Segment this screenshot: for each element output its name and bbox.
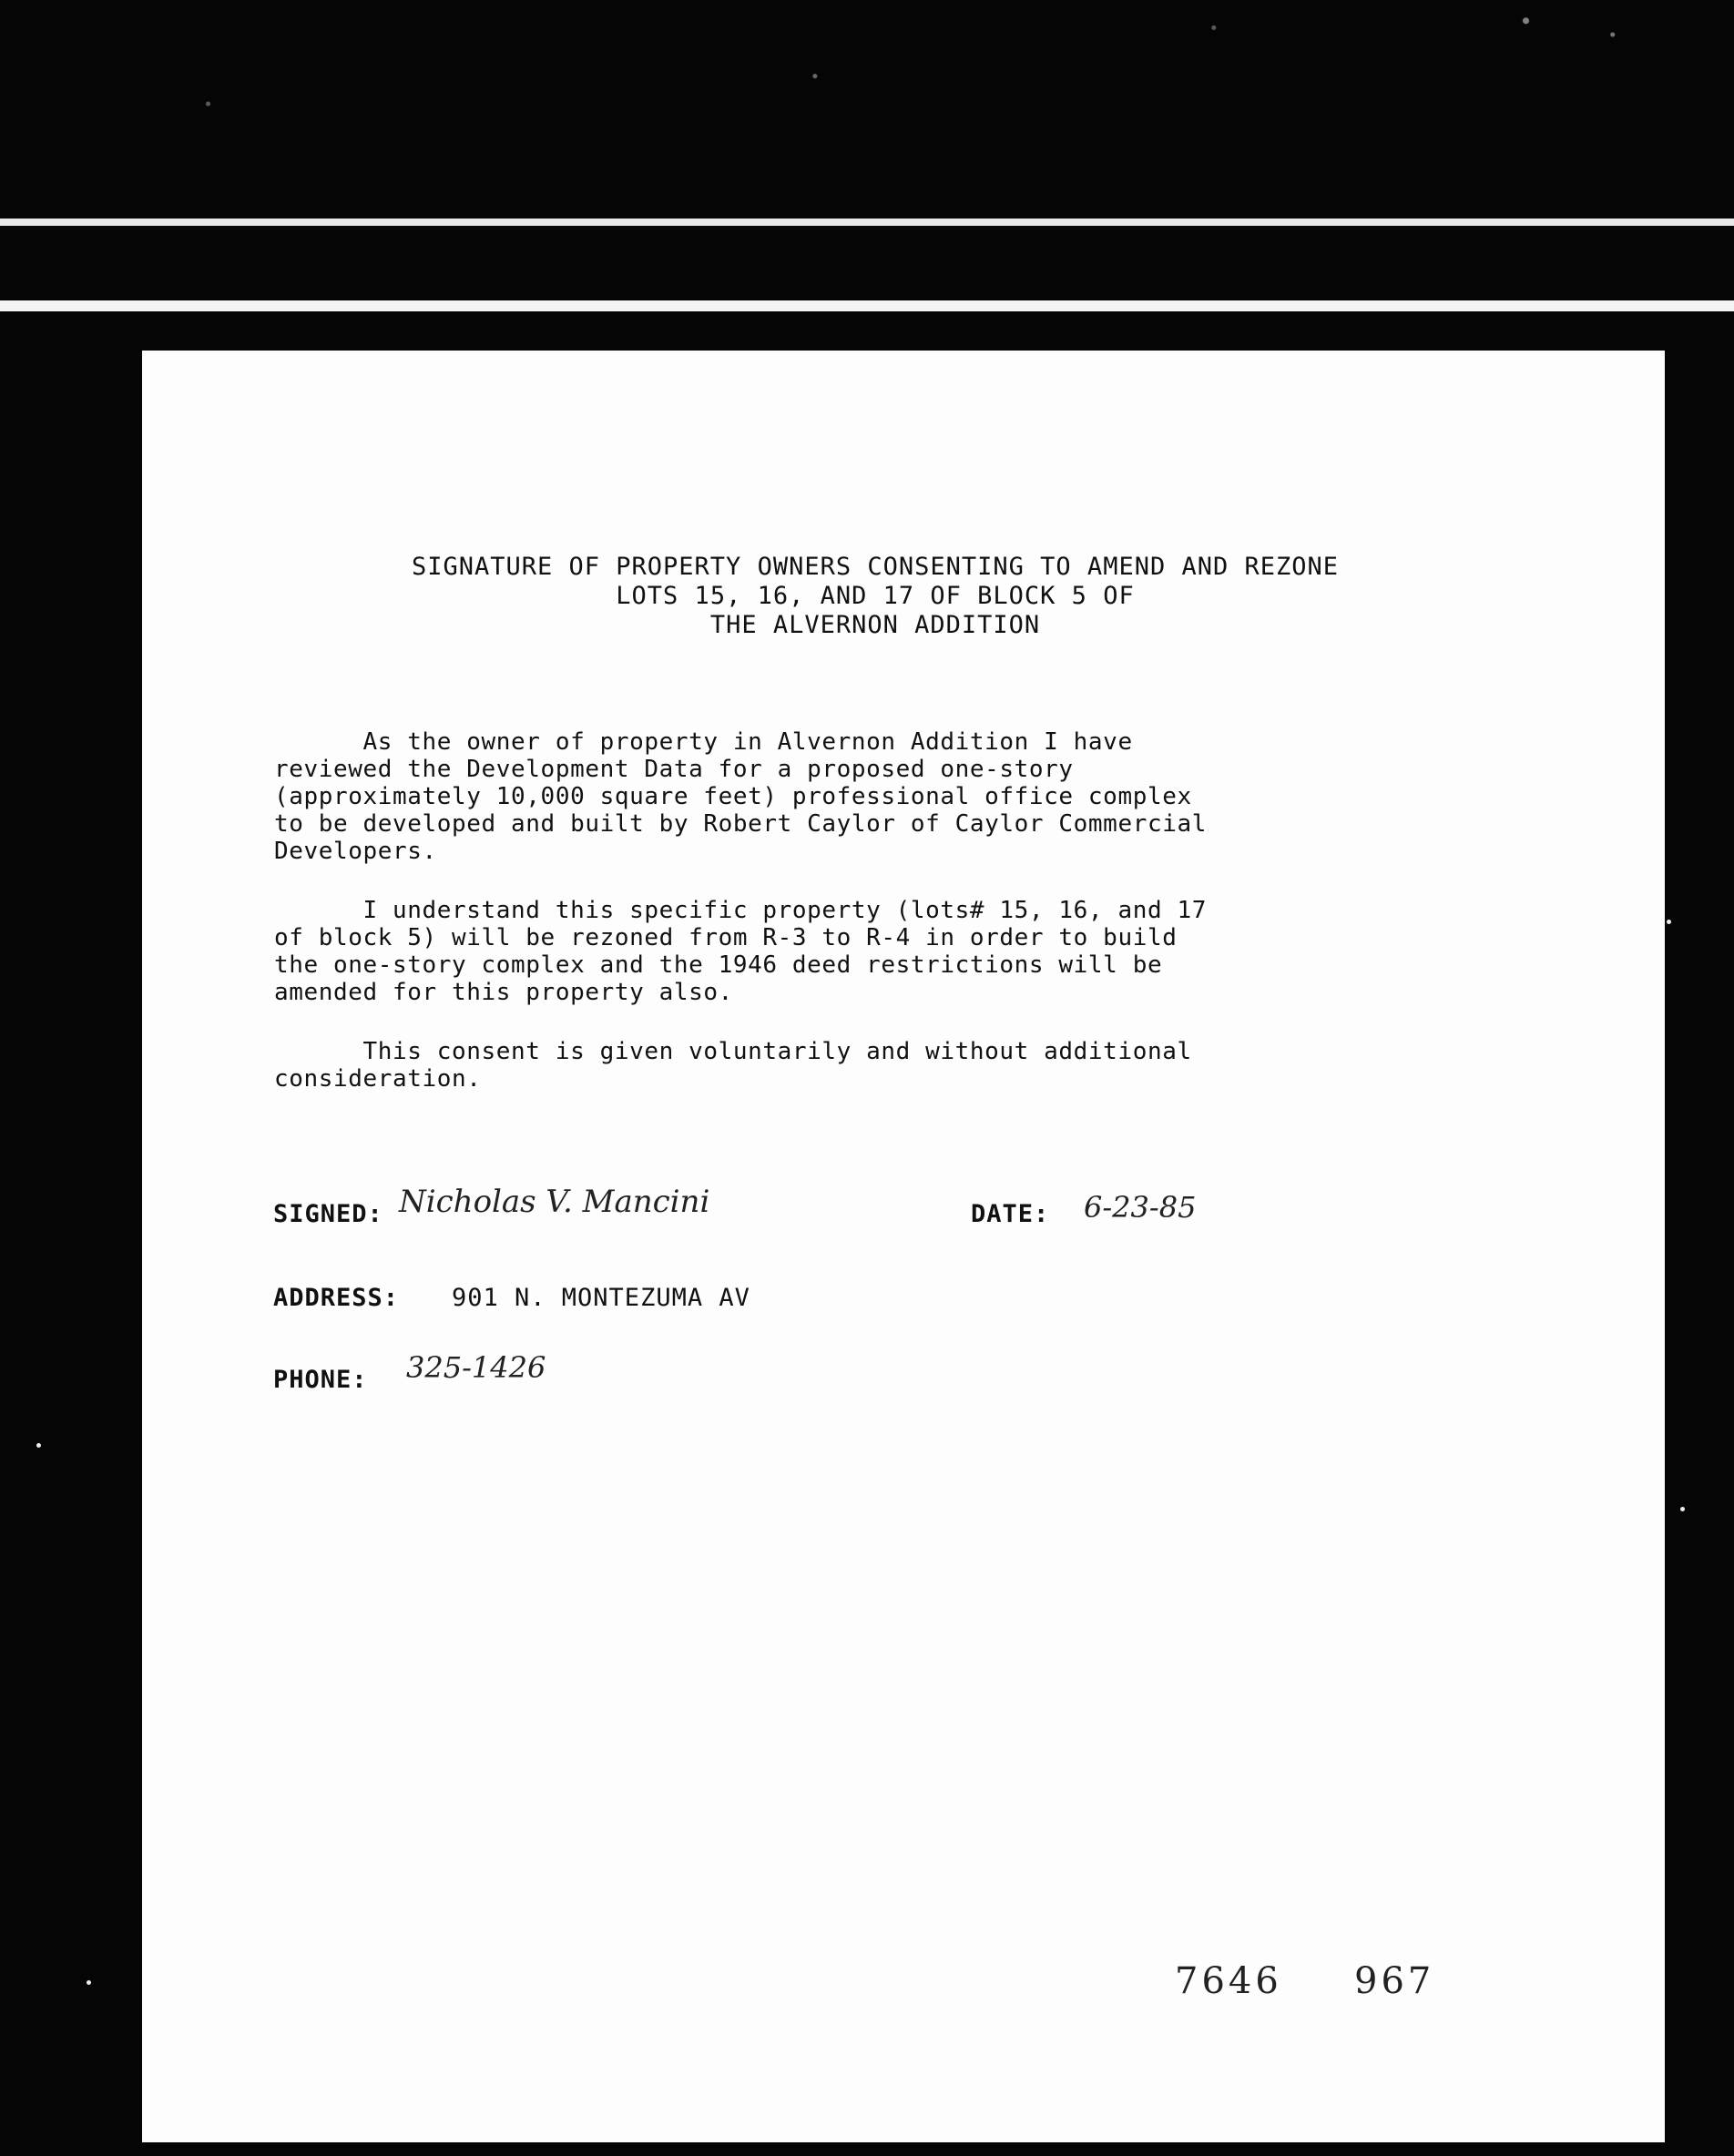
- signed-label: SIGNED:: [273, 1200, 383, 1228]
- scan-speck: [1680, 1507, 1685, 1511]
- paragraph-rezoning: I understand this specific property (lots# 15, 16, and 17 of block 5) will be rezoned from R-3 to R-4 in order to build the one-story complex and the 1946 deed restrictions will be amended for this property also.: [274, 897, 1207, 1006]
- paragraph-ownership: As the owner of property in Alvernon Addition I have reviewed the Development Data for a proposed one-story (approximately 10,000 square feet) professional office complex to be developed and built by Robert Caylor of Caylor Commercial Developers.: [274, 728, 1207, 865]
- scan-speck: [36, 1443, 41, 1448]
- date-label: DATE:: [971, 1200, 1050, 1228]
- document-page: [142, 351, 1665, 2142]
- phone-value: 325-1426: [406, 1350, 546, 1385]
- scan-rule-line: [0, 300, 1734, 311]
- title-line: LOTS 15, 16, AND 17 OF BLOCK 5 OF: [616, 582, 1135, 610]
- scan-dark-border-top: [0, 0, 1734, 346]
- scan-speck: [87, 1980, 91, 1985]
- signature: Nicholas V. Mancini: [399, 1184, 710, 1220]
- scan-rule-line: [0, 219, 1734, 226]
- title-line: THE ALVERNON ADDITION: [709, 611, 1041, 639]
- phone-label: PHONE:: [273, 1366, 368, 1394]
- document-title: [142, 553, 1608, 640]
- date-value: 6-23-85: [1084, 1190, 1197, 1225]
- title-line: SIGNATURE OF PROPERTY OWNERS CONSENTING TO AMEND AND REZONE: [411, 553, 1340, 581]
- address-label: ADDRESS:: [273, 1284, 400, 1312]
- document-number-left: 7646: [1175, 1960, 1282, 2002]
- document-number-right: 967: [1354, 1960, 1435, 2002]
- scan-speck: [1667, 920, 1671, 924]
- paragraph-consent: This consent is given voluntarily and without additional consideration.: [274, 1038, 1192, 1093]
- address-value: 901 N. MONTEZUMA AV: [452, 1284, 750, 1312]
